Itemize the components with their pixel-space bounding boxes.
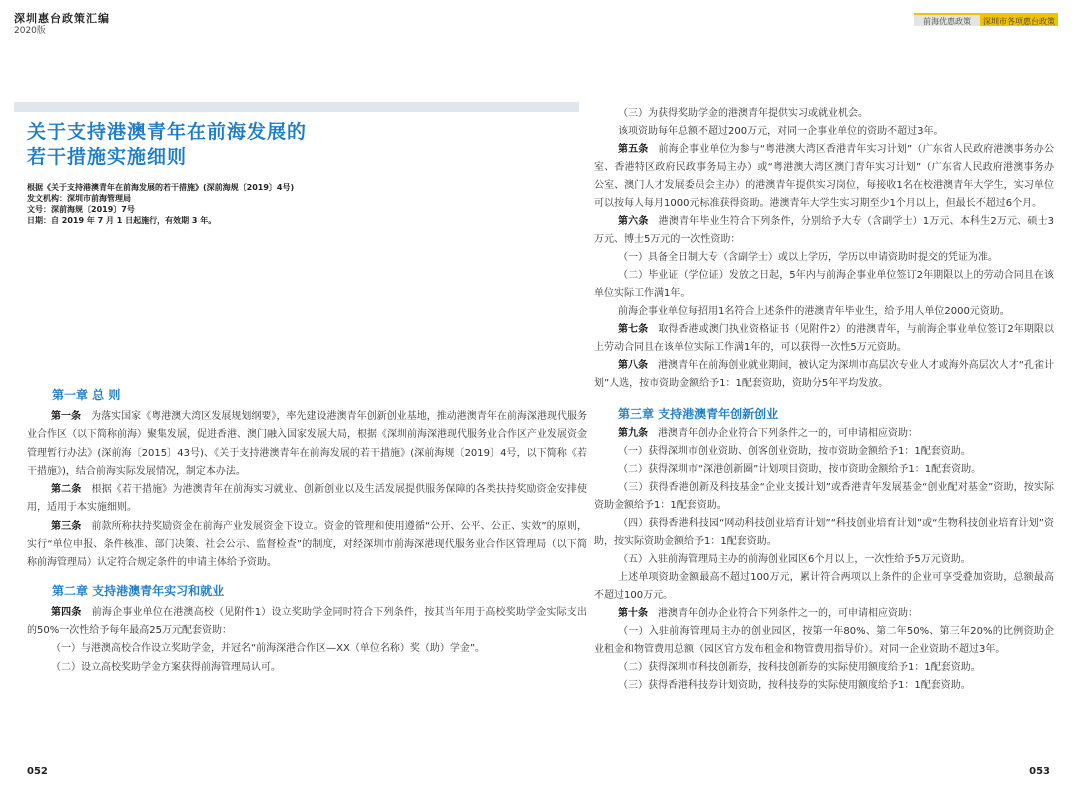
page-number-right: 053 — [1029, 766, 1050, 777]
article-4-item-2: （二）设立高校奖助学金方案获得前海管理局认可。 — [51, 661, 281, 673]
article-label: 第二条 — [51, 484, 82, 496]
article-4-note: 该项资助每年总额不超过200万元，对同一企事业单位的资助不超过3年。 — [618, 126, 944, 137]
article-text: 港澳青年创办企业符合下列条件之一的，可申请相应资助： — [658, 608, 918, 619]
article-8 — [594, 357, 1054, 393]
article-4-item-1: （一）与港澳高校合作设立奖助学金，并冠名“前海深港合作区—XX（单位名称）奖（助）学金”。 — [51, 643, 486, 655]
article-text: 为落实国家《粤港澳大湾区发展规划纲要》，率先建设港澳青年创新创业基地，推动港澳青年在前海深港现代服务业合作区（以下简称前海）聚集发展，促进香港、澳门融入国家发展大局，根据《深圳前海深港现代服务业合作区产业发展资金管理暂行办法》(深前海〔2015〕43号)、《关于支持港澳青年在前海发展的若干措施》(深前海规〔2019〕4号，以下简称《若干措施》)，结合前海实际发展情况，制定本办法。 — [27, 411, 588, 477]
article-10-item-2: （二）获得深圳市科技创新券，按科技创新券的实际使用额度给予1：1配套资助。 — [618, 662, 981, 673]
article-7 — [594, 321, 1054, 357]
article-10 — [594, 605, 1054, 623]
article-label: 第九条 — [618, 428, 648, 439]
document-title — [27, 120, 307, 170]
article-1 — [27, 408, 587, 481]
article-label: 第五条 — [618, 144, 649, 155]
article-10-item-3: （三）获得香港科技券计划资助，按科技券的实际使用额度给予1：1配套资助。 — [618, 680, 971, 691]
article-9-item-3: （三）获得香港创新及科技基金“企业支援计划”或香港青年发展基金“创业配对基金”资助，按实际资助金额给予1：1配套资助。 — [594, 482, 1054, 511]
article-9-item-1: （一）获得深圳市创业资助、创客创业资助，按市资助金额给予1：1配套资助。 — [618, 446, 971, 457]
article-text: 根据《若干措施》为港澳青年在前海实习就业、创新创业以及生活发展提供服务保障的各类扶持奖励资金安排使用，适用于本实施细则。 — [27, 484, 588, 514]
article-9-item-5: （五）入驻前海管理局主办的前海创业园区6个月以上，一次性给予5万元资助。 — [618, 554, 971, 565]
article-9-item-2: （二）获得深圳市“深港创新圈”计划项目资助，按市资助金额给予1：1配套资助。 — [618, 464, 982, 475]
article-3 — [27, 518, 587, 573]
book-title: 深圳惠台政策汇编 — [14, 12, 110, 25]
right-column — [594, 105, 1054, 695]
article-label: 第七条 — [618, 324, 649, 335]
article-text: 港澳青年毕业生符合下列条件，分别给予大专（含副学士）1万元、本科生2万元、硕士3万元、博士5万元的一次性资助： — [594, 216, 1055, 245]
meta-date: 日期：自 2019 年 7 月 1 日起施行，有效期 3 年。 — [27, 216, 217, 225]
title-decoration-bar — [14, 102, 579, 112]
title-line-1: 关于支持港澳青年在前海发展的 — [27, 121, 308, 143]
tab-qianhai-policies[interactable]: 前海优惠政策 — [914, 13, 980, 26]
article-label: 第十条 — [618, 608, 648, 619]
article-text: 港澳青年创办企业符合下列条件之一的，可申请相应资助： — [658, 428, 918, 439]
meta-basis: 根据《关于支持港澳青年在前海发展的若干措施》(深前海规〔2019〕4号) — [27, 183, 295, 192]
article-label: 第六条 — [618, 216, 649, 227]
article-6 — [594, 213, 1054, 249]
article-label: 第八条 — [618, 360, 649, 371]
article-10-item-1: （一）入驻前海管理局主办的创业园区，按第一年80%、第二年50%、第三年20%的比例资助企业租金和物管费用总额（园区官方发布租金和物管费用指导价）。对同一企业资助不超过3年。 — [594, 626, 1054, 655]
chapter-3-heading: 第三章 支持港澳青年创新创业 — [618, 407, 779, 421]
page-number-left: 052 — [27, 766, 48, 777]
chapter-1-heading: 第一章 总 则 — [52, 388, 121, 402]
article-9-item-4: （四）获得香港科技园“网动科技创业培育计划”“科技创业培育计划”或“生物科技创业培育计划”资助，按实际资助金额给予1：1配套资助。 — [594, 518, 1054, 547]
article-5 — [594, 141, 1054, 213]
article-2 — [27, 481, 587, 518]
meta-issuer: 发文机构：深圳市前海管理局 — [27, 194, 131, 203]
tab-shenzhen-policies[interactable]: 深圳市各项惠台政策 — [980, 13, 1058, 26]
article-text: 前海企事业单位为参与“粤港澳大湾区香港青年实习计划”（广东省人民政府港澳事务办公室、香港特区政府民政事务局主办）或“粤港澳大湾区澳门青年实习计划”（广东省人民政府港澳事务办公室、澳门人才发展委员会主办）的港澳青年提供实习岗位，每接收1名在校港澳青年大学生，实习单位可以按每人每月1000元标准获得资助。港澳青年大学生实习期至少1个月以上，但最长不超过6个月。 — [594, 144, 1055, 209]
article-6-note: 前海企事业单位每招用1名符合上述条件的港澳青年毕业生，给予用人单位2000元资助。 — [618, 306, 1010, 317]
chapter-2-heading: 第二章 支持港澳青年实习和就业 — [52, 583, 225, 598]
article-label: 第三条 — [51, 520, 82, 532]
edition-label: 2020版 — [14, 26, 46, 36]
article-text: 前款所称扶持奖励资金在前海产业发展资金下设立。资金的管理和使用遵循“公开、公平、公正、实效”的原则，实行“单位申报、条件核准、部门决策、社会公示、监督检查”的制度，对经深圳市前海深港现代服务业合作区管理局（以下简称前海管理局）认定符合规定条件的申请主体给予资助。 — [27, 520, 587, 569]
section-tabs — [914, 13, 1058, 26]
left-column — [27, 387, 587, 677]
article-text: 前海企事业单位在港澳高校（见附件1）设立奖助学金同时符合下列条件，按其当年用于高校奖助学金实际支出的50%一次性给予每年最高25万元配套资助： — [27, 606, 587, 636]
article-text: 取得香港或澳门执业资格证书（见附件2）的港澳青年，与前海企事业单位签订2年期限以上劳动合同且在该单位实际工作满1年的，可以获得一次性5万元资助。 — [594, 324, 1054, 353]
article-label: 第一条 — [51, 411, 82, 422]
title-line-2: 若干措施实施细则 — [27, 146, 188, 168]
article-6-item-2: （二）毕业证（学位证）发放之日起，5年内与前海企事业单位签订2年期限以上的劳动合同且在该单位实际工作满1年。 — [594, 270, 1054, 299]
article-text: 港澳青年在前海创业就业期间，被认定为深圳市高层次专业人才或海外高层次人才“孔雀计划”人选，按市资助金额给予1：1配套资助，资助分5年平均发放。 — [594, 360, 1055, 389]
article-9 — [594, 425, 1054, 443]
article-4-item-3: （三）为获得奖助学金的港澳青年提供实习或就业机会。 — [618, 108, 868, 119]
article-6-item-1: （一）具备全日制大专（含副学士）或以上学历，学历以申请资助时提交的凭证为准。 — [618, 252, 998, 263]
article-label: 第四条 — [51, 606, 82, 618]
meta-doc-number: 文号：深前海规〔2019〕7号 — [27, 205, 135, 214]
document-meta — [27, 182, 567, 226]
article-9-note: 上述单项资助金额最高不超过100万元，累计符合两项以上条件的企业可享受叠加资助，总额最高不超过100万元。 — [594, 572, 1054, 601]
article-4 — [27, 604, 587, 641]
